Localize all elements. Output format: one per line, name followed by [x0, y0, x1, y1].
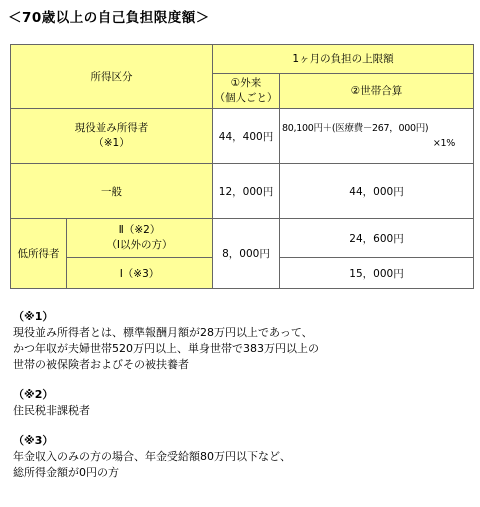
note3-heading: （※3） [13, 434, 54, 447]
note1-line: 世帯の被保険者およびその被扶養者 [13, 358, 189, 371]
row-active-label [11, 109, 213, 164]
note3-line: 総所得金額が0円の方 [13, 466, 119, 479]
note1-line: かつ年収が夫婦世帯520万円以上、単身世帯で383万円以上の [13, 342, 319, 355]
header-household: ②世帯合算 [280, 73, 474, 109]
row-active-outpatient: 44，400円 [213, 109, 280, 164]
row-active-label-line1: 現役並み所得者 [74, 122, 149, 135]
header-outpatient [213, 73, 280, 109]
row-low2-household: 24，600円 [280, 219, 474, 258]
row-active-household-line2: ×1% [432, 138, 455, 150]
row-low-income-label: 低所得者 [11, 219, 67, 289]
row-active-household [280, 109, 474, 164]
row-general-outpatient: 12，000円 [213, 164, 280, 219]
note2-line: 住民税非課税者 [13, 404, 90, 417]
limit-table [10, 44, 474, 289]
row-low1-household: 15，000円 [280, 258, 474, 289]
row-low2-label [67, 219, 213, 258]
note3-line: 年金収入のみの方の場合、年金受給額80万円以下など、 [13, 450, 291, 463]
row-general-household: 44，000円 [280, 164, 474, 219]
header-monthly-limit: 1ヶ月の負担の上限額 [213, 45, 474, 74]
header-outpatient-line2: （個人ごと） [214, 91, 278, 104]
spacer [13, 373, 319, 387]
row-low1-label: Ⅰ（※3） [67, 258, 213, 289]
spacer [13, 419, 319, 433]
page-title: ＜70歳以上の自己負担限度額＞ [8, 10, 210, 26]
row-low-outpatient: 8，000円 [213, 219, 280, 289]
note2-heading: （※2） [13, 388, 54, 401]
row-active-label-line2: （※1） [93, 137, 130, 150]
note1-line: 現役並み所得者とは、標準報酬月額が28万円以上であって、 [13, 326, 313, 339]
row-general-label: 一般 [11, 164, 213, 219]
note1-heading: （※1） [13, 310, 54, 323]
header-income-category: 所得区分 [11, 45, 213, 109]
header-outpatient-line1: ①外来 [230, 76, 262, 89]
row-active-household-line1: 80,100円＋(医療費－267，000円) [282, 123, 429, 135]
footnotes [13, 309, 319, 481]
row-low2-label-line2: （Ⅰ以外の方） [106, 239, 173, 252]
row-low2-label-line1: Ⅱ（※2） [118, 224, 161, 237]
